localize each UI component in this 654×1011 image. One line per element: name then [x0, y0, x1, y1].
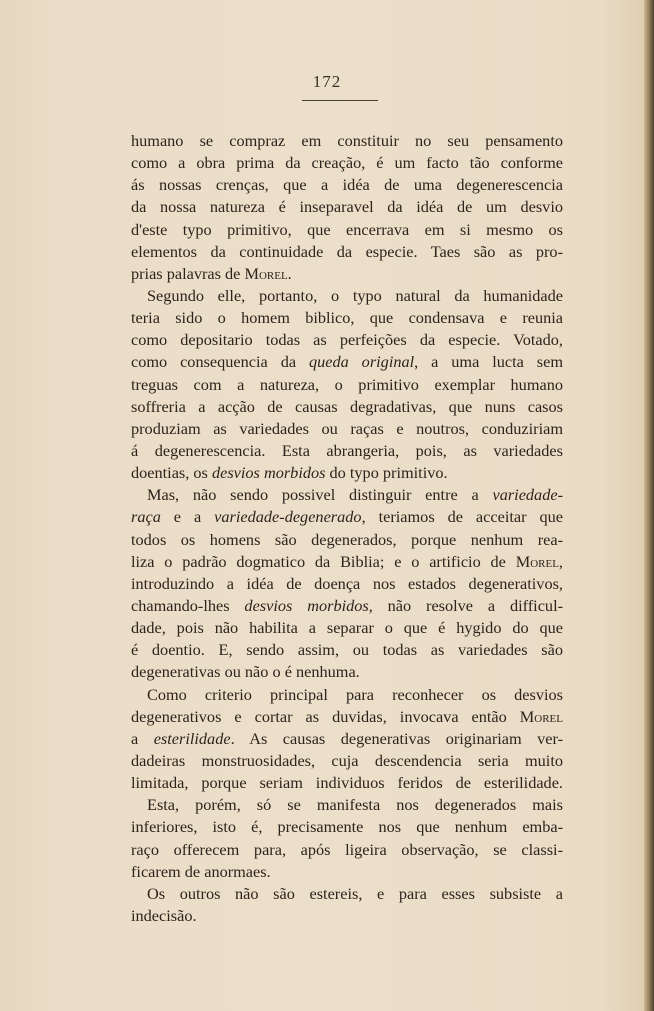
text-line: Esta, porém, só se manifesta nos degenerados mais	[147, 795, 563, 815]
text-line: teria sido o homem biblico, que condensava e reunia	[131, 308, 563, 328]
text-line: doentias, os desvios morbidos do typo primitivo.	[131, 463, 448, 483]
text-line: é doentio. E, sendo assim, ou todas as variedades são	[131, 640, 563, 660]
text-line: limitada, porque seriam individuos feridos de esterilidade.	[131, 773, 563, 793]
text-line: todos os homens são degenerados, porque nenhum rea-	[131, 529, 563, 549]
text-line: dade, pois não habilita a separar o que é hygido do que	[131, 618, 563, 638]
text-line: inferiores, isto é, precisamente nos que nenhum emba-	[131, 817, 563, 837]
page-number: 172	[312, 72, 342, 91]
page-edge-shadow	[644, 0, 654, 1011]
text-line: liza o padrão dogmatico da Biblia; e o artificio de Morel,	[131, 551, 563, 571]
text-line: Como criterio principal para reconhecer os desvios	[147, 684, 563, 704]
body-text	[131, 130, 563, 927]
text-line: chamando-lhes desvios morbidos, não resolve a difficul-	[131, 595, 564, 615]
text-line: treguas com a natureza, o primitivo exemplar humano	[131, 374, 563, 394]
text-line: prias palavras de Morel.	[131, 263, 292, 283]
text-line: como depositario todas as perfeições da especie. Votado,	[131, 330, 563, 350]
text-line: ficarem de anormaes.	[131, 861, 271, 881]
text-line: como a obra prima da creação, é um facto tão conforme	[131, 153, 563, 173]
text-line: degenerativas ou não o é nenhuma.	[131, 662, 360, 682]
text-line: como consequencia da queda original, a uma lucta sem	[131, 352, 563, 372]
text-line: da nossa natureza é inseparavel da idéa de um desvio	[131, 197, 563, 217]
text-line: raça e a variedade-degenerado, teriamos de acceitar que	[131, 507, 563, 527]
text-line: ás nossas crenças, que a idéa de uma degenerescencia	[131, 175, 563, 195]
text-line: produziam as variedades ou raças e noutros, conduziriam	[131, 418, 563, 438]
text-line: d'este typo primitivo, que encerrava em si mesmo os	[131, 219, 563, 239]
text-line: soffreria a acção de causas degradativas, que nuns casos	[131, 396, 563, 416]
text-line: Os outros não são estereis, e para esses subsiste a	[147, 883, 563, 903]
text-line: Mas, não sendo possivel distinguir entre a variedade-	[147, 485, 563, 505]
text-line: elementos da continuidade da especie. Taes são as pro-	[131, 241, 563, 261]
text-line: degenerativos e cortar as duvidas, invocava então Morel	[131, 706, 563, 726]
text-line: humano se compraz em constituir no seu pensamento	[131, 131, 563, 150]
text-line: á degenerescencia. Esta abrangeria, pois, as variedades	[131, 440, 563, 460]
header-rule	[302, 100, 378, 101]
text-line: indecisão.	[131, 905, 197, 925]
text-line: introduzindo a idéa de doença nos estados degenerativos,	[131, 573, 563, 593]
text-line: a esterilidade. As causas degenerativas originariam ver-	[131, 728, 564, 748]
text-line: dadeiras monstruosidades, cuja descendencia seria muito	[131, 750, 563, 770]
text-line: Segundo elle, portanto, o typo natural da humanidade	[147, 285, 563, 305]
text-line: raço offerecem para, após ligeira observação, se classi-	[131, 839, 563, 859]
